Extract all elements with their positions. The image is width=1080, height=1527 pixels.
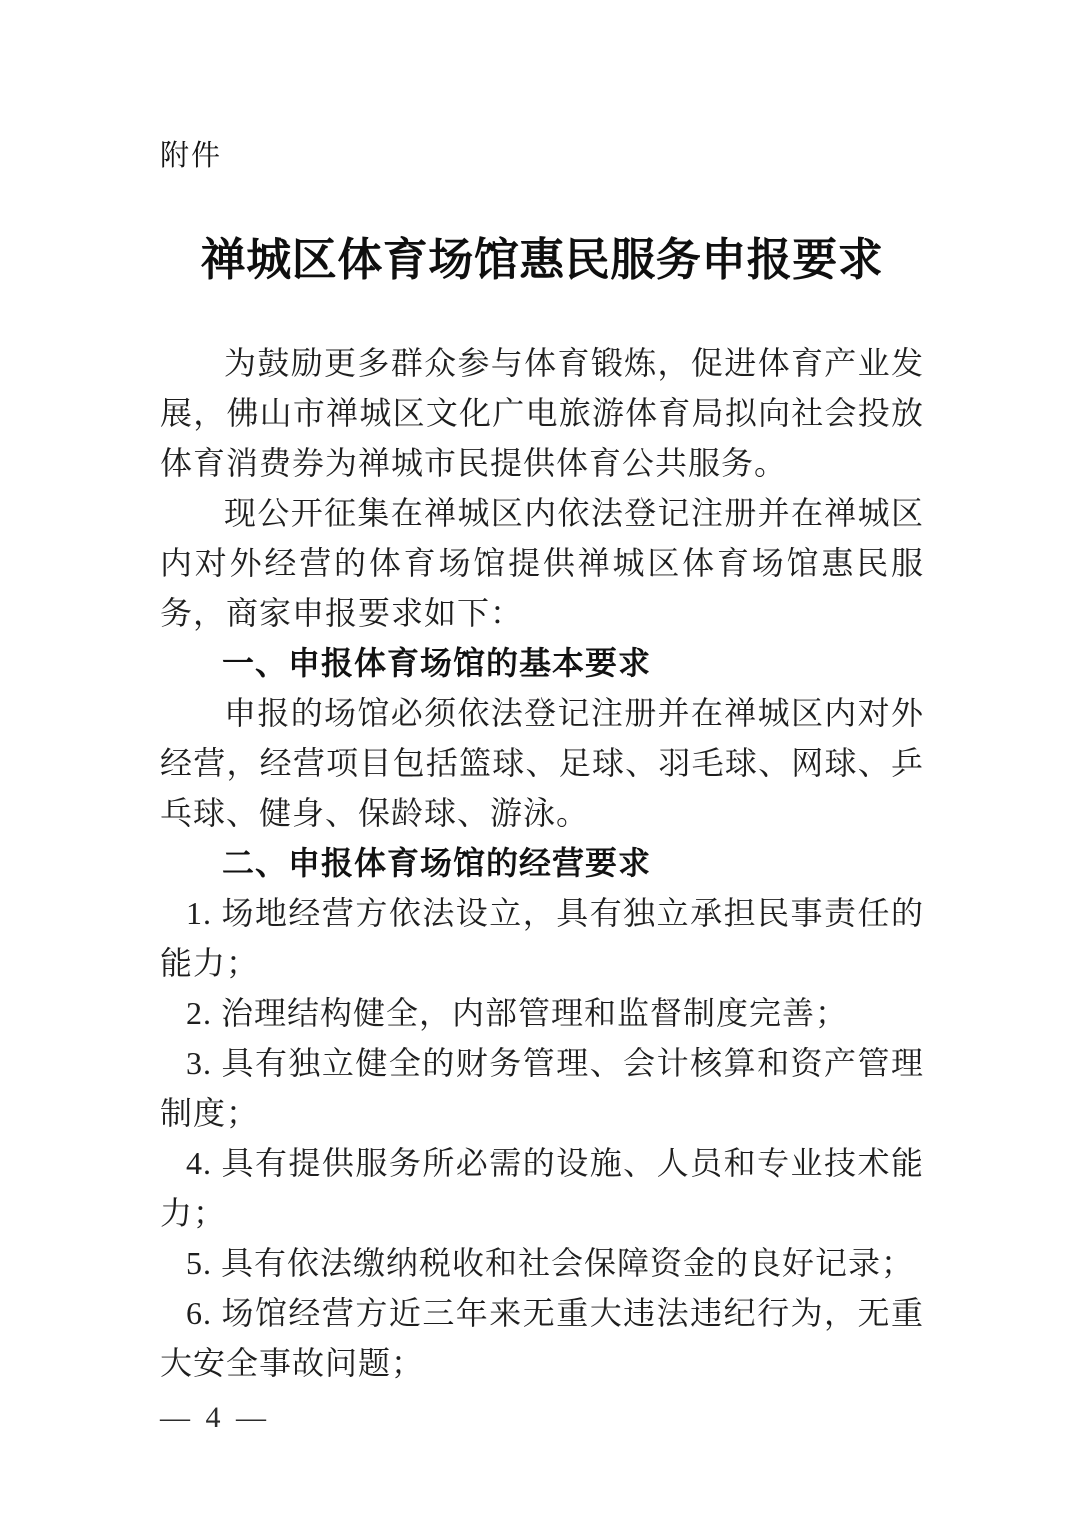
page-number: — 4 — [160, 1401, 270, 1434]
intro-paragraph-2: 现公开征集在禅城区内依法登记注册并在禅城区内对外经营的体育场馆提供禅城区体育场馆惠民服务，商家申报要求如下： [160, 495, 924, 631]
requirement-item-4: 4. 具有提供服务所必需的设施、人员和专业技术能力； [160, 1145, 924, 1231]
requirement-item-1: 1. 场地经营方依法设立，具有独立承担民事责任的能力； [160, 895, 924, 981]
document-title: 禅城区体育场馆惠民服务申报要求 [200, 235, 884, 285]
section-1-paragraph: 申报的场馆必须依法登记注册并在禅城区内对外经营，经营项目包括篮球、足球、羽毛球、网球、乒乓球、健身、保龄球、游泳。 [160, 695, 924, 831]
intro-paragraph-1: 为鼓励更多群众参与体育锻炼，促进体育产业发展，佛山市禅城区文化广电旅游体育局拟向社会投放体育消费券为禅城市民提供体育公共服务。 [160, 345, 924, 481]
requirement-item-6: 6. 场馆经营方近三年来无重大违法违纪行为，无重大安全事故问题； [160, 1295, 924, 1381]
attachment-label: 附件 [160, 140, 223, 172]
section-1-heading: 一、申报体育场馆的基本要求 [222, 645, 652, 681]
document-body [160, 338, 924, 1388]
section-2-heading: 二、申报体育场馆的经营要求 [222, 845, 652, 881]
requirement-item-2: 2. 治理结构健全，内部管理和监督制度完善； [186, 995, 849, 1031]
requirement-item-3: 3. 具有独立健全的财务管理、会计核算和资产管理制度； [160, 1045, 924, 1131]
requirement-item-5: 5. 具有依法缴纳税收和社会保障资金的良好记录； [186, 1245, 915, 1281]
